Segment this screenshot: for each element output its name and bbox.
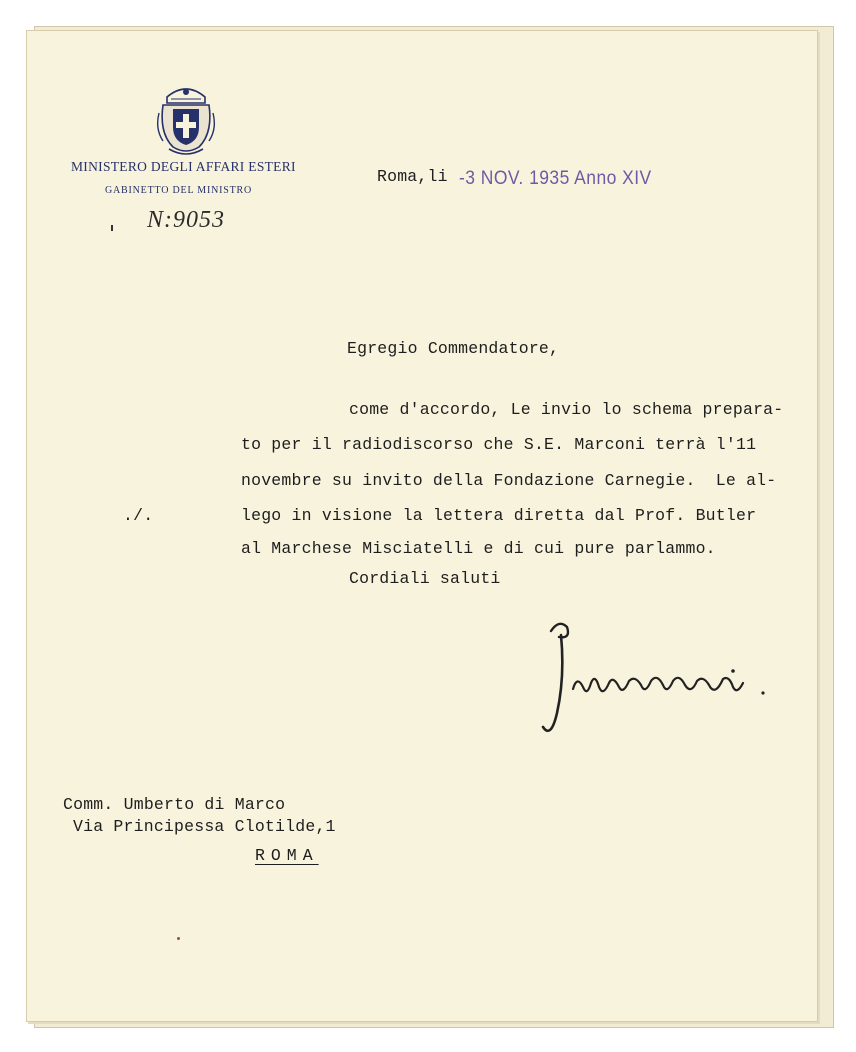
enclosure-mark: ./. [123, 506, 154, 525]
letter-page [26, 30, 818, 1022]
body-line: to per il radiodiscorso che S.E. Marconi terrà l'11 [241, 435, 757, 454]
body-line: al Marchese Misciatelli e di cui pure parlammo. [241, 539, 716, 558]
ministry-name: MINISTERO DEGLI AFFARI ESTERI [71, 159, 296, 174]
body-line: novembre su invito della Fondazione Carnegie. Le al- [241, 471, 777, 490]
salutation: Egregio Commendatore, [347, 339, 560, 358]
recipient-city: ROMA [255, 846, 319, 865]
signature [537, 617, 777, 747]
cabinet-name: GABINETTO DEL MINISTRO [105, 185, 253, 196]
place-label: Roma,li [377, 167, 448, 186]
recipient-street: Via Principessa Clotilde,1 [73, 817, 336, 836]
ink-spot [111, 225, 113, 231]
crest-icon [153, 83, 219, 157]
ink-spot [177, 937, 180, 940]
body-line: come d'accordo, Le invio lo schema prepara- [349, 400, 784, 419]
protocol-number: N:9053 [147, 207, 225, 233]
date-stamp: -3 NOV. 1935 Anno XIV [459, 168, 652, 189]
recipient-name: Comm. Umberto di Marco [63, 795, 286, 814]
closing: Cordiali saluti [349, 569, 501, 588]
body-line: lego in visione la lettera diretta dal Prof. Butler [241, 506, 757, 525]
